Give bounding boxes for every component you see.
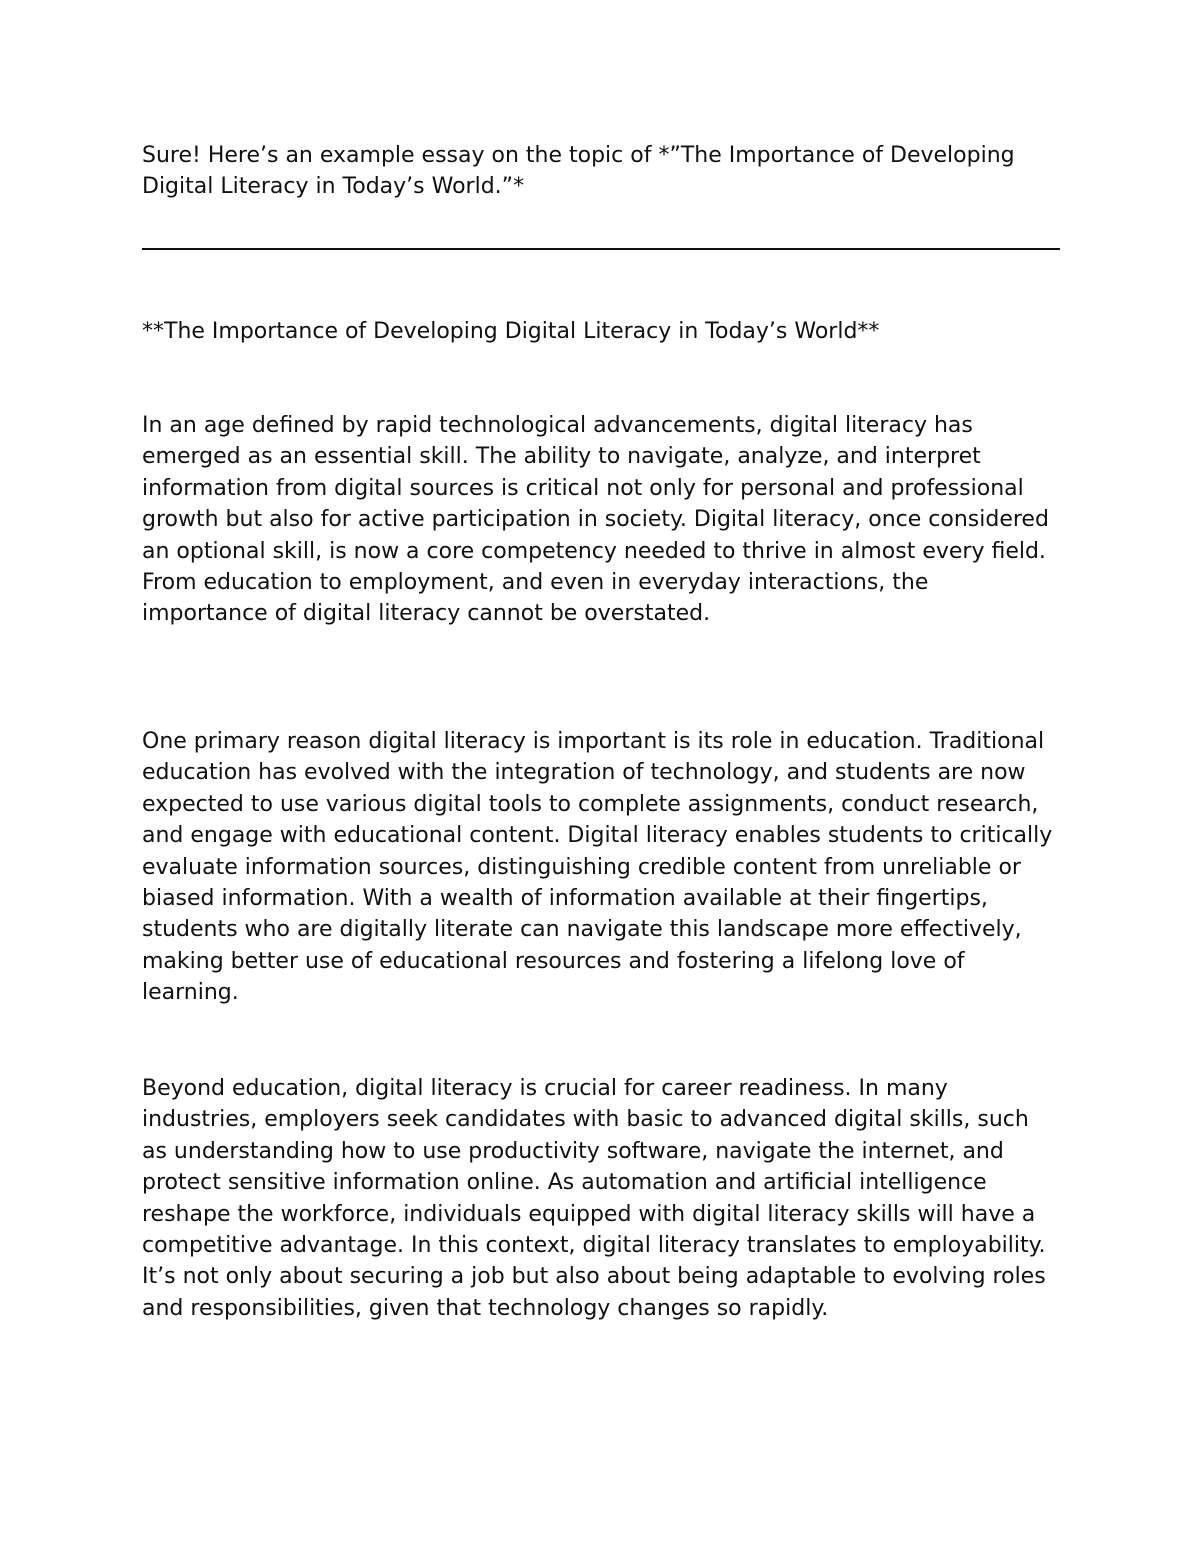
horizontal-rule: [142, 248, 1060, 250]
intro-block: [142, 140, 1060, 203]
essay-paragraph-3: Beyond education, digital literacy is crucial for career readiness. In many industries, employers seek candidates with basic to advanced digital skills, such as understanding how to use productivity software, navigate the internet, and protect sensitive information online. As automation and artificial intelligence reshape the workforce, individuals equipped with digital literacy skills will have a competitive advantage. In this context, digital literacy translates to employability. It’s not only about securing a job but also about being adaptable to evolving roles and responsibilities, given that technology changes so rapidly.: [142, 1076, 1046, 1321]
essay-paragraph-1: In an age defined by rapid technological advancements, digital literacy has emerged as an essential skill. The ability to navigate, analyze, and interpret information from digital sources is critical not only for personal and professional growth but also for active participation in society. Digital literacy, once considered an optional skill, is now a core competency needed to thrive in almost every field. From education to employment, and even in everyday interactions, the importance of digital literacy cannot be overstated.: [142, 413, 1049, 627]
essay-paragraph-2: One primary reason digital literacy is important is its role in education. Traditional education has evolved with the integration of technology, and students are now expected to use various digital tools to complete assignments, conduct research, and engage with educational content. Digital literacy enables students to critically evaluate information sources, distinguishing credible content from unreliable or biased information. With a wealth of information available at their fingertips, students who are digitally literate can navigate this landscape more effectively, making better use of educational resources and fostering a lifelong love of learning.: [142, 729, 1053, 1006]
essay-title: **The Importance of Developing Digital Literacy in Today’s World**: [142, 319, 880, 344]
intro-text: Sure! Here’s an example essay on the topic of *”The Importance of Developing Digital Literacy in Today’s World.”*: [142, 143, 1015, 200]
